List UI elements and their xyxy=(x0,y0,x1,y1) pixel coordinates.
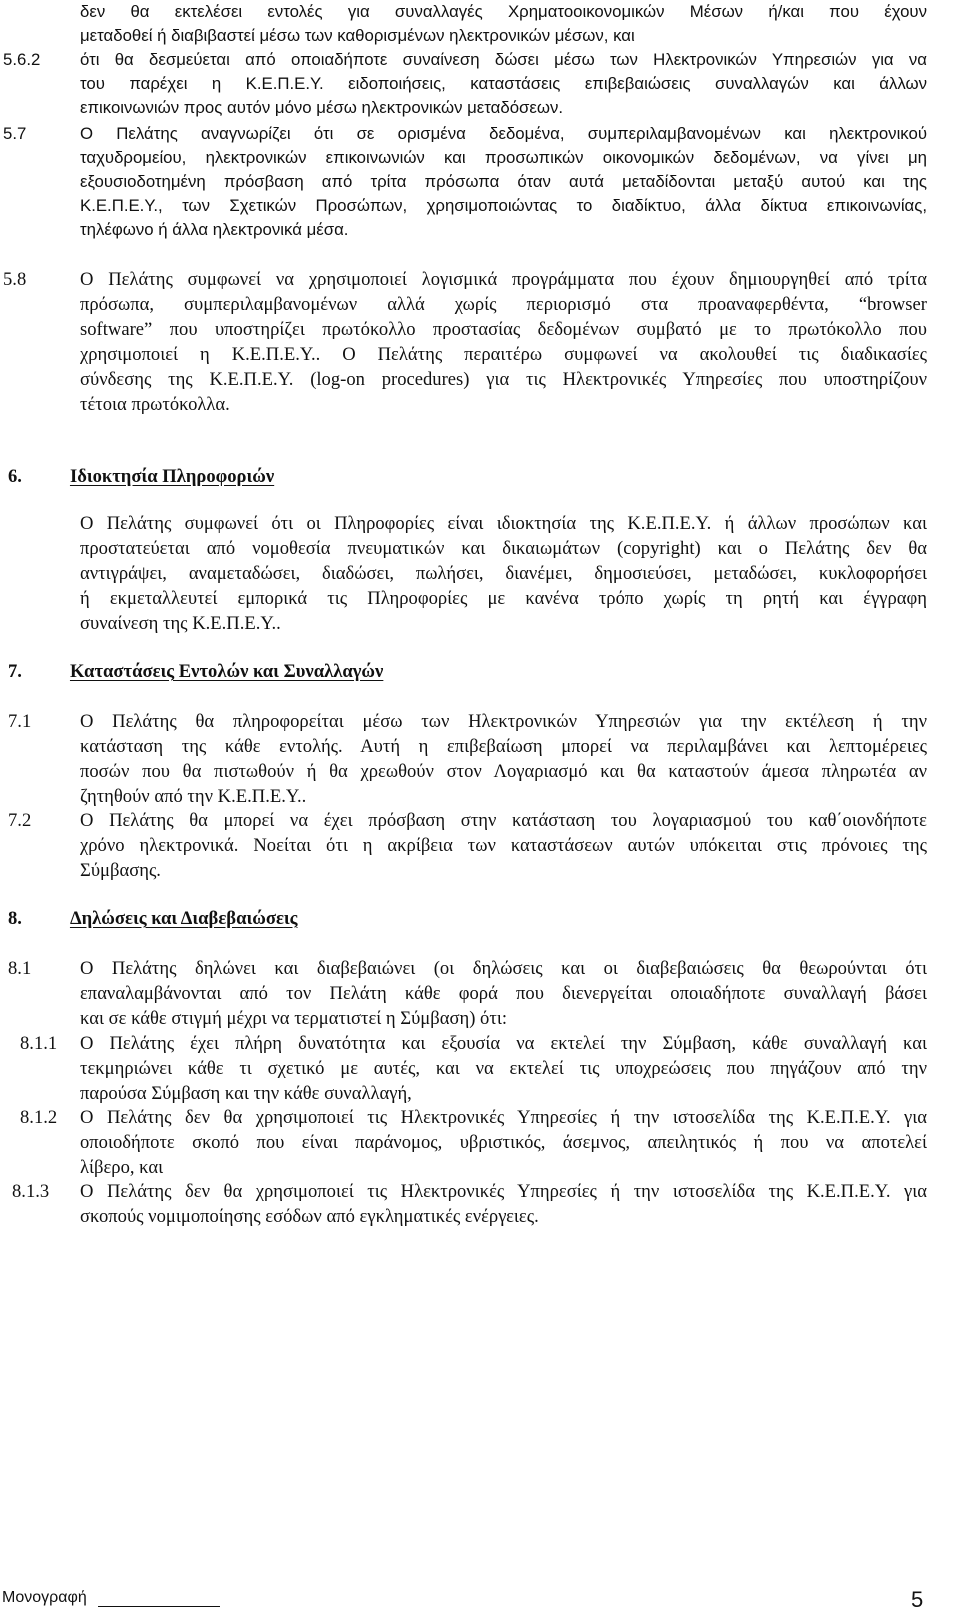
text-line: μεταδοθεί ή διαβιβαστεί μέσω των καθορισμένων ηλεκτρονικών μέσων, και xyxy=(80,26,635,45)
text-line: Ο Πελάτης θα μπορεί να έχει πρόσβαση στην κατάσταση του λογαριασμού του καθ΄οιονδήποτε xyxy=(80,810,927,831)
text-line: Ο Πελάτης δεν θα χρησιμοποιεί τις Ηλεκτρονικές Υπηρεσίες ή την ιστοσελίδα της Κ.Ε.Π.Ε.Υ. για xyxy=(80,1107,927,1128)
clause-number-5-7: 5.7 xyxy=(3,124,27,143)
text-line: ποσών που θα πιστωθούν ή θα χρεωθούν στον Λογαριασμό και θα καταστούν άμεσα πληρωτέα αν xyxy=(80,761,927,782)
text-line: κατάσταση της κάθε εντολής. Αυτή η επιβεβαίωση μπορεί να περιλαμβάνει και λεπτομέρειες xyxy=(80,736,927,757)
clause-number-8-1-2: 8.1.2 xyxy=(20,1107,58,1128)
text-line: παρούσα Σύμβαση και την κάθε συναλλαγή, xyxy=(80,1083,412,1104)
text-line: ότι θα δεσμεύεται από οποιαδήποτε συναίνεση δώσει μέσω των Ηλεκτρονικών Υπηρεσιών για να xyxy=(80,50,927,69)
text-line: τέτοια πρωτόκολλα. xyxy=(80,394,230,415)
text-line: λίβερο, και xyxy=(80,1157,164,1178)
clause-number-8-1-3: 8.1.3 xyxy=(12,1181,50,1202)
clause-number-8-1-1: 8.1.1 xyxy=(20,1033,58,1054)
text-line: τεκμηριώνει κάθε τι σχετικό με αυτές, και να εκτελεί τις υποχρεώσεις που πηγάζουν από την xyxy=(80,1058,927,1079)
initials-label: Μονογραφή xyxy=(2,1589,87,1606)
section-heading-8 xyxy=(8,908,298,930)
text-line: software” που υποστηρίζει πρωτόκολλο προστασίας δεδομένων συμβατό με το πρωτόκολλο που xyxy=(80,319,927,340)
text-line: πρόσωπα, συμπεριλαμβανομένων αλλά χωρίς περιορισμό στα προαναφερθέντα, “browser xyxy=(80,294,927,315)
clause-number-5-8: 5.8 xyxy=(3,269,27,290)
text-line: Ο Πελάτης συμφωνεί να χρησιμοποιεί λογισμικά προγράμματα που έχουν δημιουργηθεί από τρίτα xyxy=(80,269,927,290)
clause-number-5-6-2: 5.6.2 xyxy=(3,50,41,69)
clause-number-8-1: 8.1 xyxy=(8,958,32,979)
text-line: τηλέφωνο ή άλλα ηλεκτρονικά μέσα. xyxy=(80,220,349,239)
text-line: Ο Πελάτης δεν θα χρησιμοποιεί τις Ηλεκτρονικές Υπηρεσίες ή την ιστοσελίδα της Κ.Ε.Π.Ε.Υ. για xyxy=(80,1181,927,1202)
initials-line xyxy=(98,1605,220,1607)
text-line: χρησιμοποιεί η Κ.Ε.Π.Ε.Υ.. Ο Πελάτης περαιτέρω συμφωνεί να ακολουθεί τις διαδικασίες xyxy=(80,344,927,365)
text-line: Σύμβασης. xyxy=(80,860,161,881)
clause-number-7-2: 7.2 xyxy=(8,810,32,831)
text-line: επικοινωνιών προς αυτόν μόνο μέσω ηλεκτρονικών μεταδόσεων. xyxy=(80,98,564,117)
section-number: 6. xyxy=(8,466,22,487)
section-title: Ιδιοκτησία Πληροφοριών xyxy=(69,466,275,487)
text-line: Ο Πελάτης δηλώνει και διαβεβαιώνει (οι δηλώσεις και οι διαβεβαιώσεις θα θεωρούνται ότι xyxy=(80,958,927,979)
text-line: ζητηθούν από την Κ.Ε.Π.Ε.Υ.. xyxy=(80,786,307,807)
text-line: οποιοδήποτε σκοπό που είναι παράνομος, υβριστικός, άσεμνος, απειλητικός ή που να αποτελεί xyxy=(80,1132,927,1153)
clause-number-7-1: 7.1 xyxy=(8,711,32,732)
text-line: ταχυδρομείου, ηλεκτρονικών επικοινωνιών και προσωπικών οικονομικών δεδομένων, να γίνει μη xyxy=(80,148,927,167)
text-line: Κ.Ε.Π.Ε.Υ., των Σχετικών Προσώπων, χρησιμοποιώντας το διαδίκτυο, άλλα δίκτυα επικοινωνίας, xyxy=(80,196,927,215)
text-line: και σε κάθε στιγμή μέχρι να τερματιστεί η Σύμβαση) ότι: xyxy=(80,1008,507,1029)
text-line: αντιγράψει, αναμεταδώσει, διαδώσει, πωλήσει, διανέμει, δημοσιεύσει, μεταδώσει, κυκλοφορήσει xyxy=(80,563,927,584)
section-number: 8. xyxy=(8,908,22,929)
text-line: Ο Πελάτης έχει πλήρη δυνατότητα και εξουσία να εκτελεί την Σύμβαση, κάθε συναλλαγή και xyxy=(80,1033,927,1054)
text-line: σύνδεσης της Κ.Ε.Π.Ε.Υ. (log-on procedures) για τις Ηλεκτρονικές Υπηρεσίες που υποστηρίζουν xyxy=(80,369,927,390)
text-line: του παρέχει η Κ.Ε.Π.Ε.Υ. ειδοποιήσεις, καταστάσεις επιβεβαιώσεις συναλλαγών και άλλων xyxy=(80,74,927,93)
text-line: εξουσιοδοτημένη πρόσβαση από τρίτα πρόσωπα όταν αυτά μεταδίδονται μεταξύ αυτού και της xyxy=(80,172,927,191)
text-line: δεν θα εκτελέσει εντολές για συναλλαγές Χρηματοοικονομικών Μέσων ή/και που έχουν xyxy=(80,2,927,21)
section-heading-6 xyxy=(8,466,274,488)
section-heading-7 xyxy=(8,661,383,683)
text-line: Ο Πελάτης συμφωνεί ότι οι Πληροφορίες είναι ιδιοκτησία της Κ.Ε.Π.Ε.Υ. ή άλλων προσώπων και xyxy=(80,513,927,534)
text-line: χρόνο ηλεκτρονικά. Νοείται ότι η ακρίβεια των καταστάσεων αυτών υπόκειται στις πρόνοιες της xyxy=(80,835,927,856)
text-line: ή εκμεταλλευτεί εμπορικά τις Πληροφορίες με κανένα τρόπο χωρίς τη ρητή και έγγραφη xyxy=(80,588,927,609)
section-title: Καταστάσεις Εντολών και Συναλλαγών xyxy=(69,661,384,682)
text-line: Ο Πελάτης θα πληροφορείται μέσω των Ηλεκτρονικών Υπηρεσιών για την εκτέλεση ή την xyxy=(80,711,927,732)
page-number: 5 xyxy=(911,1587,924,1612)
footer xyxy=(0,1583,960,1620)
text-line: συναίνεση της Κ.Ε.Π.Ε.Υ.. xyxy=(80,613,281,634)
text-line: προστατεύεται από νομοθεσία πνευματικών και δικαιωμάτων (copyright) και ο Πελάτης δεν θα xyxy=(80,538,927,559)
section-title: Δηλώσεις και Διαβεβαιώσεις xyxy=(69,908,298,929)
text-line: Ο Πελάτης αναγνωρίζει ότι σε ορισμένα δεδομένα, συμπεριλαμβανομένων και ηλεκτρονικού xyxy=(80,124,927,143)
section-number: 7. xyxy=(8,661,22,682)
text-line: επαναλαμβάνονται από τον Πελάτη κάθε φορά που διενεργείται οποιαδήποτε συναλλαγή βάσει xyxy=(80,983,927,1004)
text-line: σκοπούς νομιμοποίησης εσόδων από εγκληματικές ενέργειες. xyxy=(80,1206,539,1227)
